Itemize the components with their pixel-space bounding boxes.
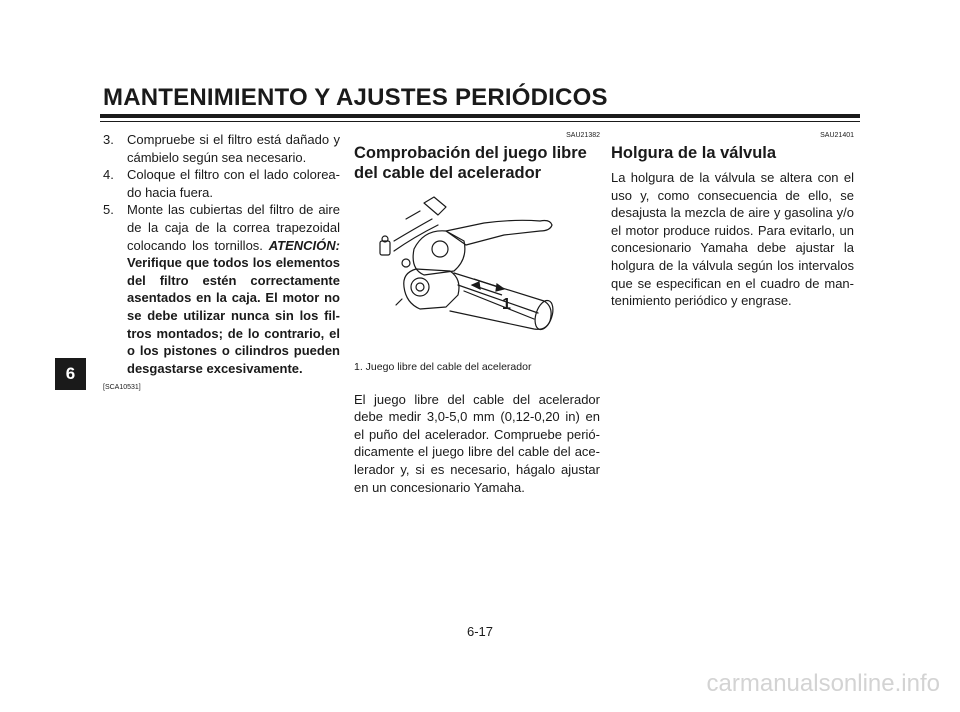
right-column bbox=[611, 131, 854, 310]
header-rule bbox=[100, 114, 860, 118]
throttle-grip-illustration bbox=[354, 189, 600, 339]
middle-column bbox=[354, 131, 600, 496]
section-title: Comprobación del juego libre del cable del acelerador bbox=[354, 144, 587, 182]
step-5 bbox=[103, 201, 340, 377]
header-rule-thin bbox=[100, 121, 860, 122]
step-text: Coloque el filtro con el lado colorea-do hacia fuera. bbox=[127, 167, 340, 200]
step-number: 3. bbox=[103, 132, 114, 147]
watermark: carmanualsonline.info bbox=[706, 670, 940, 697]
step-4 bbox=[103, 166, 340, 201]
step-text: Compruebe si el filtro está dañado y cámbielo según sea necesario. bbox=[127, 132, 340, 165]
section-title: Holgura de la válvula bbox=[611, 144, 777, 162]
page-header-title: MANTENIMIENTO Y AJUSTES PERIÓDICOS bbox=[103, 84, 608, 111]
step-3 bbox=[103, 131, 340, 166]
caution-text: Verifique que todos los elementos del filtro estén correctamente asentados en la caja. El motor no se debe utilizar nunca sin los fil-tros montados; de lo contrario, el o los pistones o cilindros pueden desgastarse excesivamente. bbox=[127, 255, 340, 376]
chapter-tab: 6 bbox=[55, 358, 86, 390]
step-text-container bbox=[127, 201, 340, 377]
step-number: 4. bbox=[103, 167, 114, 183]
section-code: SAU21382 bbox=[566, 132, 600, 139]
caution-label: ATENCIÓN: bbox=[268, 237, 340, 253]
left-column bbox=[103, 131, 340, 397]
figure-callout-label: 1 bbox=[502, 296, 511, 313]
safety-code: [SCA10531] bbox=[103, 384, 141, 392]
body-paragraph: La holgura de la válvula se altera con el uso y, como consecuencia de ello, se desajusta la mezcla de aire y gasolina y/o el motor produce ruidos. Para evitarlo, un concesionario Yamaha debe ajustar la holgura de la válvula según los intervalos que se especifican en el cuadro de man-tenimiento periódico y engrase. bbox=[611, 170, 854, 309]
section-code: SAU21401 bbox=[820, 132, 854, 139]
body-paragraph: El juego libre del cable del acelerador debe medir 3,0-5,0 mm (0,12-0,20 in) en el puño del acelerador. Compruebe perió-dicamente el juego libre del cable del ace-lerador y, si es necesario, hágalo ajustar en un concesionario Yamaha. bbox=[354, 391, 600, 495]
step-number: 5. bbox=[103, 202, 114, 218]
page-number: 6-17 bbox=[466, 624, 494, 639]
figure-caption: 1. Juego libre del cable del acelerador bbox=[354, 361, 532, 373]
step-text: Monte las cubiertas del filtro de aire de la caja de la correa trapezoidal colocando los tornillos. bbox=[127, 202, 340, 253]
throttle-figure bbox=[354, 189, 600, 339]
